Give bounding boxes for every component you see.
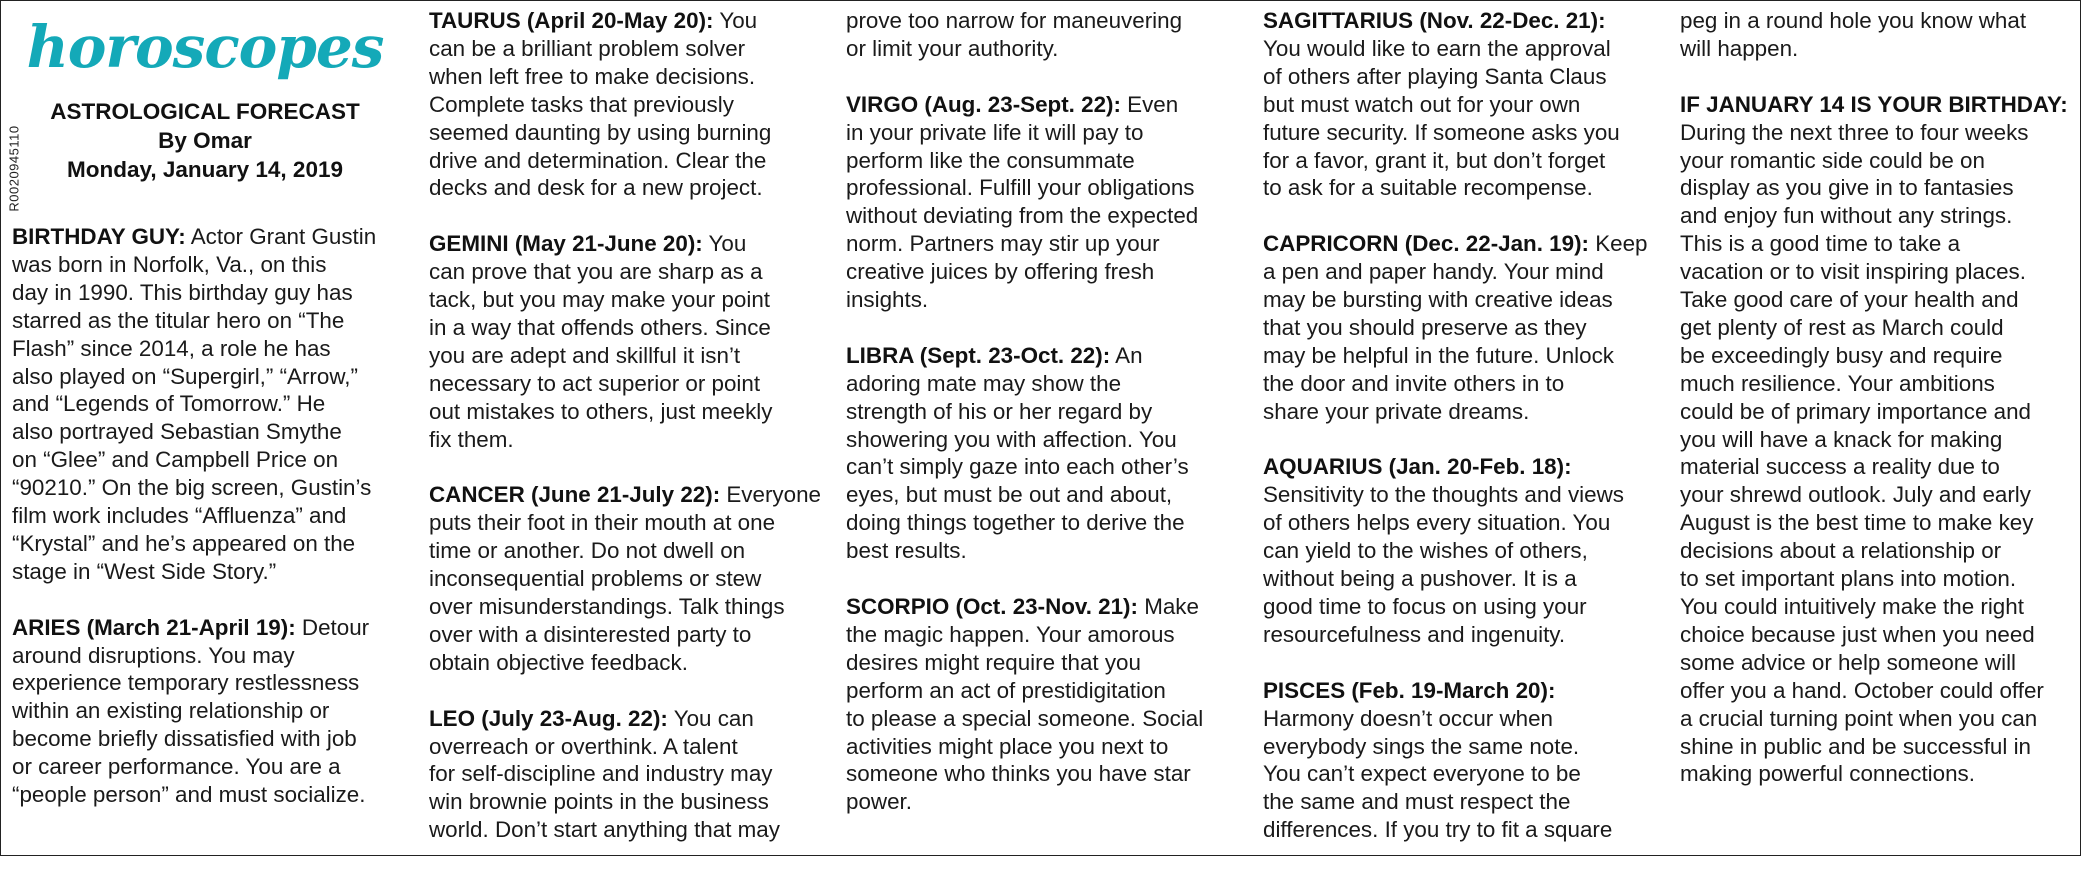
text-line: can be a brilliant problem solver xyxy=(429,35,746,61)
forecast-subtitle: ASTROLOGICAL FORECAST xyxy=(50,99,360,124)
column-5 xyxy=(1680,7,2068,816)
text-line: you will have a knack for making xyxy=(1680,426,2003,452)
text-line: a pen and paper handy. Your mind xyxy=(1263,259,1604,285)
text-line: shine in public and be successful in xyxy=(1680,733,2032,759)
text-line: without deviating from the expected xyxy=(846,203,1199,229)
text-line: “people person” and must socialize. xyxy=(12,782,366,808)
text-line: professional. Fulfill your obligations xyxy=(846,175,1195,201)
text-line: seemed daunting by using burning xyxy=(429,119,772,145)
text-line: can’t simply gaze into each other’s xyxy=(846,454,1189,480)
text-line: stage in “West Side Story.” xyxy=(12,558,277,584)
text-line: over with a disinterested party to xyxy=(429,621,752,647)
text-line: experience temporary restlessness xyxy=(12,670,360,696)
text-line xyxy=(1263,7,1648,35)
text-line: can prove that you are sharp as a xyxy=(429,259,763,285)
masthead xyxy=(11,11,399,184)
text-line: to set important plans into motion. xyxy=(1680,566,2017,592)
text-line: that you should preserve as they xyxy=(1263,314,1587,340)
horoscope-entry xyxy=(429,481,821,676)
horoscope-entry xyxy=(1263,230,1648,425)
text-line: Harmony doesn’t occur when xyxy=(1263,705,1553,731)
text-line: SCORPIO (Oct. 23-Nov. 21): Make xyxy=(846,593,1199,619)
text-line: You would like to earn the approval xyxy=(1263,35,1611,61)
text-line: be exceedingly busy and require xyxy=(1680,342,2003,368)
text-line: everybody sings the same note. xyxy=(1263,733,1580,759)
sign-heading: GEMINI (May 21-June 20): xyxy=(429,231,703,257)
text-line: you are adept and skillful it isn’t xyxy=(429,342,741,368)
text-line: perform like the consummate xyxy=(846,147,1135,173)
text-line: Take good care of your health and xyxy=(1680,287,2019,313)
horoscope-entry xyxy=(846,91,1203,314)
sign-heading: PISCES (Feb. 19-March 20): xyxy=(1263,677,1556,703)
horoscope-entry xyxy=(12,614,376,809)
text-line: offer you a hand. October could offer xyxy=(1680,677,2044,703)
text-line xyxy=(1263,453,1648,481)
text-line: the door and invite others in to xyxy=(1263,370,1565,396)
text-line: norm. Partners may stir up your xyxy=(846,231,1160,257)
text-line: making powerful connections. xyxy=(1680,761,1975,787)
text-line: differences. If you try to fit a square xyxy=(1263,817,1613,843)
horoscope-entry xyxy=(846,342,1203,565)
text-line: activities might place you next to xyxy=(846,733,1169,759)
sign-heading: VIRGO (Aug. 23-Sept. 22): xyxy=(846,91,1121,117)
text-line: display as you give in to fantasies xyxy=(1680,175,2014,201)
text-line: but must watch out for your own xyxy=(1263,91,1581,117)
text-line: BIRTHDAY GUY: Actor Grant Gustin xyxy=(12,224,377,249)
sign-heading: ARIES (March 21-April 19): xyxy=(12,614,296,640)
text-line: vacation or to visit inspiring places. xyxy=(1680,259,2026,285)
text-line: best results. xyxy=(846,538,967,564)
text-line: time or another. Do not dwell on xyxy=(429,538,746,564)
text-line: your shrewd outlook. July and early xyxy=(1680,482,2031,508)
horoscope-entry xyxy=(1680,7,2068,63)
text-line: or career performance. You are a xyxy=(12,754,341,780)
text-line: some advice or help someone will xyxy=(1680,649,2017,675)
horoscope-entry xyxy=(429,705,821,845)
text-line: in a way that offends others. Since xyxy=(429,314,771,340)
horoscope-entry xyxy=(846,7,1203,63)
horoscope-entry xyxy=(12,223,376,586)
text-line: get plenty of rest as March could xyxy=(1680,314,2004,340)
sign-heading: LEO (July 23-Aug. 22): xyxy=(429,705,668,731)
sign-heading: BIRTHDAY GUY: xyxy=(12,224,186,249)
text-line: of others after playing Santa Claus xyxy=(1263,63,1607,89)
text-line: and enjoy fun without any strings. xyxy=(1680,203,2013,229)
text-line: TAURUS (April 20-May 20): You xyxy=(429,8,758,33)
text-line: prove too narrow for maneuvering xyxy=(846,8,1183,33)
sign-heading: AQUARIUS (Jan. 20-Feb. 18): xyxy=(1263,454,1572,480)
text-line: “Krystal” and he’s appeared on the xyxy=(12,530,356,556)
text-line: LIBRA (Sept. 23-Oct. 22): An xyxy=(846,342,1143,368)
text-line: and “Legends of Tomorrow.” He xyxy=(12,391,326,417)
text-line: the same and must respect the xyxy=(1263,789,1571,815)
sign-heading: LIBRA (Sept. 23-Oct. 22): xyxy=(846,342,1111,368)
text-line: to ask for a suitable recompense. xyxy=(1263,175,1593,201)
text-line: GEMINI (May 21-June 20): You xyxy=(429,231,747,257)
text-line: eyes, but must be out and about, xyxy=(846,482,1173,508)
text-line: inconsequential problems or stew xyxy=(429,566,762,592)
text-line: Complete tasks that previously xyxy=(429,91,734,117)
date-line: Monday, January 14, 2019 xyxy=(67,157,343,182)
text-line: This is a good time to take a xyxy=(1680,231,1961,257)
text-line: the magic happen. Your amorous xyxy=(846,621,1175,647)
sign-heading: CAPRICORN (Dec. 22-Jan. 19): xyxy=(1263,231,1589,257)
text-line: obtain objective feedback. xyxy=(429,649,688,675)
text-line: also portrayed Sebastian Smythe xyxy=(12,419,342,445)
text-line xyxy=(1680,91,2068,119)
text-line: “90210.” On the big screen, Gustin’s xyxy=(12,475,372,501)
sign-heading: TAURUS (April 20-May 20): xyxy=(429,8,714,33)
text-line: could be of primary importance and xyxy=(1680,398,2031,424)
text-line: puts their foot in their mouth at one xyxy=(429,510,776,536)
text-line: a crucial turning point when you can xyxy=(1680,705,2038,731)
text-line: necessary to act superior or point xyxy=(429,370,761,396)
horoscope-entry xyxy=(429,7,821,202)
text-line: good time to focus on using your xyxy=(1263,594,1587,619)
text-line: Sensitivity to the thoughts and views xyxy=(1263,482,1624,508)
text-line: was born in Norfolk, Va., on this xyxy=(12,251,327,277)
text-line: overreach or overthink. A talent xyxy=(429,733,738,759)
text-line: your romantic side could be on xyxy=(1680,147,1985,173)
text-line: much resilience. Your ambitions xyxy=(1680,370,1995,396)
text-line: power. xyxy=(846,789,912,815)
text-line: LEO (July 23-Aug. 22): You can xyxy=(429,705,754,731)
text-line: decisions about a relationship or xyxy=(1680,538,2002,564)
sign-heading: SCORPIO (Oct. 23-Nov. 21): xyxy=(846,593,1138,619)
text-line: of others helps every situation. You xyxy=(1263,510,1611,536)
text-line: resourcefulness and ingenuity. xyxy=(1263,621,1566,647)
text-line: in your private life it will pay to xyxy=(846,119,1144,145)
text-line: peg in a round hole you know what xyxy=(1680,8,2027,33)
text-line: can yield to the wishes of others, xyxy=(1263,538,1588,564)
text-line: You could intuitively make the right xyxy=(1680,594,2024,620)
column-1 xyxy=(12,223,376,837)
horoscope-entry xyxy=(846,593,1203,816)
text-line: desires might require that you xyxy=(846,649,1141,675)
text-line: on “Glee” and Campbell Price on xyxy=(12,447,339,473)
text-line: adoring mate may show the xyxy=(846,370,1122,396)
sign-heading: IF JANUARY 14 IS YOUR BIRTHDAY: xyxy=(1680,91,2068,117)
text-line: around disruptions. You may xyxy=(12,642,295,668)
text-line: doing things together to derive the xyxy=(846,510,1185,536)
text-line: someone who thinks you have star xyxy=(846,761,1191,787)
text-line: may be helpful in the future. Unlock xyxy=(1263,342,1614,368)
text-line xyxy=(1263,677,1648,705)
text-line: or limit your authority. xyxy=(846,35,1059,61)
column-4 xyxy=(1263,7,1648,872)
horoscope-entry xyxy=(1263,453,1648,648)
text-line: over misunderstandings. Talk things xyxy=(429,594,785,619)
column-3 xyxy=(846,7,1203,844)
byline: By Omar xyxy=(158,128,252,153)
text-line: become briefly dissatisfied with job xyxy=(12,726,357,752)
text-line: fix them. xyxy=(429,426,514,452)
text-line: film work includes “Affluenza” and xyxy=(12,503,347,529)
text-line: will happen. xyxy=(1680,35,1799,61)
text-line: out mistakes to others, just meekly xyxy=(429,398,773,424)
text-line: without being a pushover. It is a xyxy=(1263,566,1577,592)
text-line: to please a special someone. Social xyxy=(846,705,1204,731)
text-line: also played on “Supergirl,” “Arrow,” xyxy=(12,363,358,389)
text-line: within an existing relationship or xyxy=(12,698,330,724)
text-line: VIRGO (Aug. 23-Sept. 22): Even xyxy=(846,91,1179,117)
text-line: when left free to make decisions. xyxy=(429,63,756,89)
text-line: strength of his or her regard by xyxy=(846,398,1153,424)
horoscope-entry xyxy=(1263,7,1648,202)
text-line: for a favor, grant it, but don’t forget xyxy=(1263,147,1606,173)
column-2 xyxy=(429,7,821,872)
text-line: choice because just when you need xyxy=(1680,621,2035,647)
text-line: for self-discipline and industry may xyxy=(429,761,773,787)
text-line: decks and desk for a new project. xyxy=(429,175,763,201)
text-line: drive and determination. Clear the xyxy=(429,147,767,173)
text-line: During the next three to four weeks xyxy=(1680,119,2029,145)
text-line: creative juices by offering fresh xyxy=(846,259,1155,285)
text-line: Flash” since 2014, a role he has xyxy=(12,335,331,361)
text-line: CAPRICORN (Dec. 22-Jan. 19): Keep xyxy=(1263,231,1648,257)
text-line: may be bursting with creative ideas xyxy=(1263,287,1613,313)
side-code: R0020945110 xyxy=(6,125,22,212)
text-line: win brownie points in the business xyxy=(429,789,769,815)
text-line: starred as the titular hero on “The xyxy=(12,307,345,333)
sign-heading: CANCER (June 21-July 22): xyxy=(429,482,721,508)
horoscope-entry xyxy=(1263,677,1648,844)
text-line: material success a reality due to xyxy=(1680,454,2000,480)
horoscope-entry xyxy=(429,230,821,453)
text-line: showering you with affection. You xyxy=(846,426,1177,452)
text-line: share your private dreams. xyxy=(1263,398,1530,424)
text-line: August is the best time to make key xyxy=(1680,510,2034,536)
text-line: ARIES (March 21-April 19): Detour xyxy=(12,614,370,640)
text-line: future security. If someone asks you xyxy=(1263,119,1620,145)
text-line: day in 1990. This birthday guy has xyxy=(12,279,353,305)
horoscope-entry xyxy=(1680,91,2068,789)
horoscopes-logo: horoscopes xyxy=(26,13,384,81)
text-line: insights. xyxy=(846,287,929,313)
text-line: CANCER (June 21-July 22): Everyone xyxy=(429,482,821,508)
text-line: perform an act of prestidigitation xyxy=(846,677,1166,703)
sign-heading: SAGITTARIUS (Nov. 22-Dec. 21): xyxy=(1263,8,1606,33)
text-line: You can’t expect everyone to be xyxy=(1263,761,1581,787)
text-line: tack, but you may make your point xyxy=(429,287,770,313)
text-line: world. Don’t start anything that may xyxy=(429,817,780,843)
